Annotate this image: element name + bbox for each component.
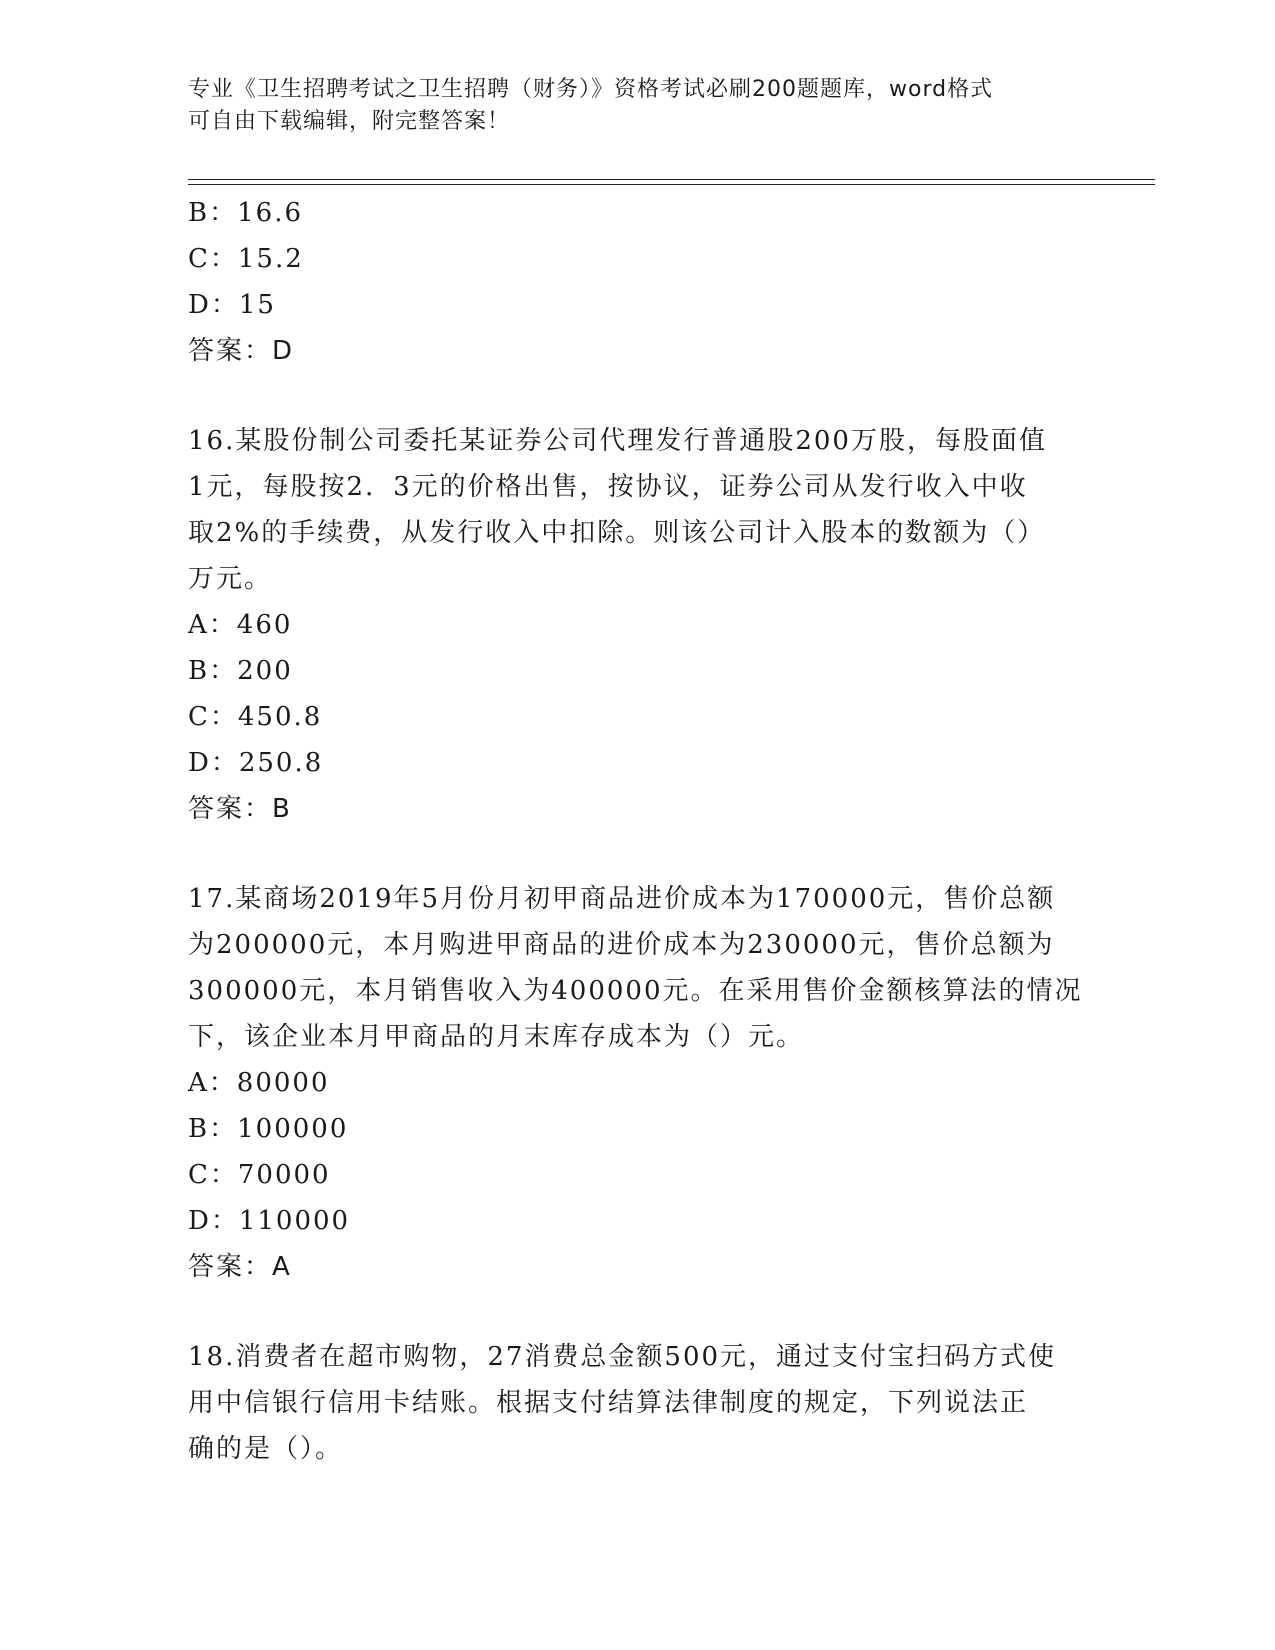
question-text-line: 300000元，本月销售收入为400000元。在采用售价金额核算法的情况 xyxy=(188,976,1083,1006)
question-text-line: 用中信银行信用卡结账。根据支付结算法律制度的规定，下列说法正 xyxy=(188,1388,1029,1418)
question-17 xyxy=(188,876,1088,1290)
question-16 xyxy=(188,418,1088,832)
question-text-line: 为200000元，本月购进甲商品的进价成本为230000元，售价总额为 xyxy=(188,930,1055,960)
answer-line: 答案：B xyxy=(188,794,292,824)
header-divider-top xyxy=(188,179,1155,180)
option-b: B：100000 xyxy=(188,1114,349,1144)
question-18 xyxy=(188,1334,1088,1472)
answer-line: 答案：A xyxy=(188,1252,292,1282)
page-header xyxy=(188,74,1088,138)
option-c: C：450.8 xyxy=(188,702,323,732)
option-d: D：250.8 xyxy=(188,748,324,778)
option-a: A：460 xyxy=(188,610,293,640)
option-b: B：200 xyxy=(188,656,293,686)
option-b: B：16.6 xyxy=(188,198,303,228)
question-text-line: 取2%的手续费，从发行收入中扣除。则该公司计入股本的数额为（） xyxy=(188,518,1046,548)
header-title-line-1: 专业《卫生招聘考试之卫生招聘（财务）》资格考试必刷200题题库，word格式 xyxy=(188,77,994,102)
question-text-line: 17.某商场2019年5月份月初甲商品进价成本为170000元，售价总额 xyxy=(188,884,1056,914)
option-c: C：70000 xyxy=(188,1160,331,1190)
option-d: D：15 xyxy=(188,290,276,320)
option-d: D：110000 xyxy=(188,1206,351,1236)
question-text-line: 下，该企业本月甲商品的月末库存成本为（）元。 xyxy=(188,1022,805,1052)
header-divider-bottom xyxy=(188,184,1155,185)
question-text-line: 确的是（）。 xyxy=(188,1434,344,1464)
answer-line: 答案：D xyxy=(188,336,295,366)
option-a: A：80000 xyxy=(188,1068,330,1098)
question-text-line: 1元，每股按2．3元的价格出售，按协议，证券公司从发行收入中收 xyxy=(188,472,1028,502)
question-text-line: 16.某股份制公司委托某证券公司代理发行普通股200万股，每股面值 xyxy=(188,426,1047,456)
question-list xyxy=(188,190,1088,1472)
option-c: C：15.2 xyxy=(188,244,304,274)
header-title-line-2: 可自由下载编辑，附完整答案！ xyxy=(188,109,511,134)
question-text-line: 18.消费者在超市购物，27消费总金额500元，通过支付宝扫码方式使 xyxy=(188,1342,1057,1372)
question-15-continued xyxy=(188,190,1088,374)
question-text-line: 万元。 xyxy=(188,564,273,594)
